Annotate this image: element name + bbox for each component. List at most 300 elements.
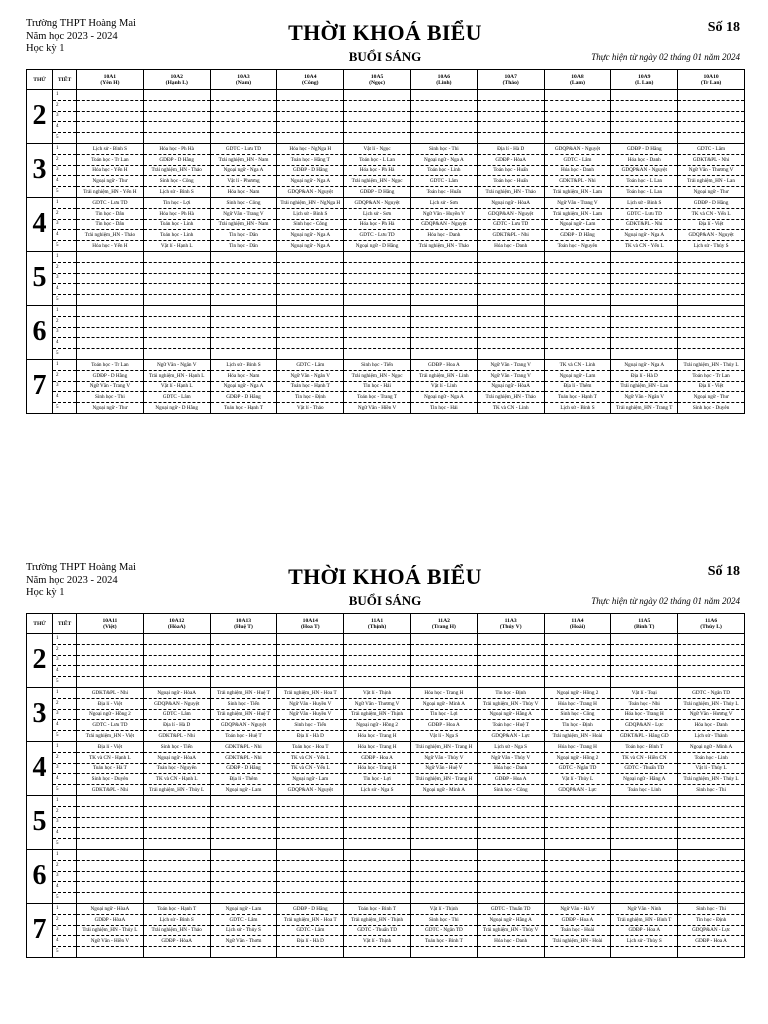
lesson-cell: Trải nghiệm_HN - Thảo: [143, 925, 210, 936]
lesson-cell: [410, 338, 477, 349]
period-number: 1: [53, 359, 77, 370]
lesson-cell: [277, 251, 344, 262]
homeroom-teacher: (HòaA): [167, 623, 186, 630]
table-row: [27, 327, 745, 338]
lesson-cell: Trải nghiệm_HN - Thủy L: [77, 925, 144, 936]
lesson-cell: Trải nghiệm_HN - Hoa T: [277, 687, 344, 698]
lesson-cell: [143, 305, 210, 316]
lesson-cell: Trải nghiệm_HN - Trang H: [410, 741, 477, 752]
lesson-cell: [678, 860, 745, 871]
lesson-cell: [544, 871, 611, 882]
lesson-cell: Ngoại ngữ - Minh A: [410, 785, 477, 796]
table-row: [27, 100, 745, 111]
lesson-cell: [611, 666, 678, 677]
lesson-cell: Hóa học - NgNga H: [277, 143, 344, 154]
lesson-cell: TK và CN - Hạnh L: [143, 774, 210, 785]
lesson-cell: [410, 849, 477, 860]
lesson-cell: [344, 947, 411, 958]
lesson-cell: Địa lí - Hà D: [277, 731, 344, 742]
lesson-cell: [410, 327, 477, 338]
day-label: 3: [27, 687, 53, 741]
table-row: [27, 882, 745, 893]
lesson-cell: Lịch sử - Thành: [678, 731, 745, 742]
table-row: [27, 251, 745, 262]
lesson-cell: GDTC - Lâm: [544, 154, 611, 165]
lesson-cell: Toán học - Tr Lan: [77, 154, 144, 165]
period-number: 1: [53, 849, 77, 860]
lesson-cell: Ngữ Văn - Huyền V: [277, 709, 344, 720]
period-number: 2: [53, 154, 77, 165]
lesson-cell: Ngoại ngữ - D Hằng: [143, 403, 210, 414]
lesson-cell: Trải nghiệm_HN - Ngọc: [344, 176, 411, 187]
table-row: [27, 122, 745, 133]
lesson-cell: [611, 122, 678, 133]
lesson-cell: Trải nghiệm_HN - Thảo: [143, 165, 210, 176]
lesson-cell: [678, 90, 745, 101]
lesson-cell: [210, 284, 277, 295]
lesson-cell: [410, 644, 477, 655]
lesson-cell: Trải nghiệm_HN - Thịnh: [344, 914, 411, 925]
period-number: 3: [53, 871, 77, 882]
lesson-cell: [544, 947, 611, 958]
lesson-cell: Trải nghiệm_HN - Thảo: [410, 241, 477, 252]
lesson-cell: [143, 316, 210, 327]
lesson-cell: Trải nghiệm_HN - Thủy V: [477, 925, 544, 936]
lesson-cell: Hóa học - Danh: [477, 241, 544, 252]
period-number: 5: [53, 839, 77, 850]
table-row: [27, 893, 745, 904]
lesson-cell: Tin học - Lợi: [143, 197, 210, 208]
lesson-cell: GDĐP - D Hằng: [678, 197, 745, 208]
homeroom-teacher: (Bình T): [634, 623, 655, 630]
table-row: [27, 785, 745, 796]
lesson-cell: [678, 349, 745, 360]
lesson-cell: [77, 634, 144, 645]
lesson-cell: [143, 133, 210, 144]
period-number: 5: [53, 731, 77, 742]
lesson-cell: [277, 871, 344, 882]
lesson-cell: [477, 251, 544, 262]
lesson-cell: Ngoại ngữ - Lam: [210, 785, 277, 796]
lesson-cell: [477, 795, 544, 806]
lesson-cell: Trải nghiệm_HN - Việt: [77, 731, 144, 742]
lesson-cell: Trải nghiệm_HN - Nam: [210, 154, 277, 165]
period-number: 2: [53, 100, 77, 111]
period-number: 4: [53, 392, 77, 403]
lesson-cell: Tin học - Định: [544, 720, 611, 731]
lesson-cell: [477, 338, 544, 349]
lesson-cell: Sinh học - Thi: [410, 143, 477, 154]
lesson-cell: [611, 849, 678, 860]
table-row: [27, 392, 745, 403]
class-header: [77, 614, 144, 634]
lesson-cell: [143, 111, 210, 122]
lesson-cell: Lịch sử - Sơn: [410, 197, 477, 208]
lesson-cell: [678, 947, 745, 958]
lesson-cell: [678, 338, 745, 349]
lesson-cell: [477, 849, 544, 860]
lesson-cell: [477, 644, 544, 655]
lesson-cell: [344, 893, 411, 904]
lesson-cell: [77, 817, 144, 828]
lesson-cell: [410, 882, 477, 893]
lesson-cell: [611, 677, 678, 688]
table-row: [27, 666, 745, 677]
lesson-cell: [344, 316, 411, 327]
lesson-cell: [544, 849, 611, 860]
lesson-cell: [678, 295, 745, 306]
class-name: 10A3: [237, 73, 250, 80]
lesson-cell: [544, 644, 611, 655]
lesson-cell: [544, 349, 611, 360]
lesson-cell: [277, 644, 344, 655]
lesson-cell: [678, 817, 745, 828]
lesson-cell: Vật lí - Hạnh L: [143, 381, 210, 392]
lesson-cell: GDĐP - Hoa A: [678, 936, 745, 947]
class-header: [410, 614, 477, 634]
lesson-cell: [77, 327, 144, 338]
lesson-cell: GDTC - Lưu TD: [344, 230, 411, 241]
lesson-cell: Sinh học - Công: [477, 785, 544, 796]
table-row: [27, 187, 745, 198]
lesson-cell: [678, 284, 745, 295]
lesson-cell: [210, 839, 277, 850]
lesson-cell: GDĐP - D Hằng: [210, 763, 277, 774]
lesson-cell: [210, 122, 277, 133]
period-number: 2: [53, 262, 77, 273]
lesson-cell: GDKT&PL - Nhi: [77, 785, 144, 796]
period-number: 1: [53, 687, 77, 698]
lesson-cell: Ngữ Văn - Ngân V: [143, 359, 210, 370]
lesson-cell: Toán học - Hạnh T: [277, 381, 344, 392]
lesson-cell: [210, 882, 277, 893]
period-number: 5: [53, 403, 77, 414]
lesson-cell: Toán học - Huấn: [410, 187, 477, 198]
lesson-cell: [143, 806, 210, 817]
lesson-cell: [277, 817, 344, 828]
day-label: 5: [27, 795, 53, 849]
lesson-cell: [77, 262, 144, 273]
lesson-cell: [344, 677, 411, 688]
lesson-cell: [678, 634, 745, 645]
lesson-cell: [544, 839, 611, 850]
lesson-cell: Lịch sử - Bình S: [77, 143, 144, 154]
class-header: [277, 614, 344, 634]
lesson-cell: Trải nghiệm_HN - Hoài: [544, 936, 611, 947]
table-row: [27, 849, 745, 860]
lesson-cell: Trải nghiệm_HN - Ngọc: [344, 370, 411, 381]
effective-date: Thực hiện từ ngày 02 tháng 01 năm 2024: [591, 52, 740, 62]
class-name: 10A1: [103, 73, 117, 80]
lesson-cell: Ngoại ngữ - Nga A: [277, 241, 344, 252]
lesson-cell: [678, 316, 745, 327]
lesson-cell: Hóa học - Trang H: [410, 687, 477, 698]
lesson-cell: [77, 795, 144, 806]
period-number: 1: [53, 143, 77, 154]
period-number: 4: [53, 230, 77, 241]
lesson-cell: [143, 634, 210, 645]
lesson-cell: [210, 90, 277, 101]
lesson-cell: Ngữ Văn - Thủy V: [477, 752, 544, 763]
lesson-cell: Địa lí - Việt: [678, 219, 745, 230]
lesson-cell: Trải nghiệm_HN - Huệ T: [210, 687, 277, 698]
lesson-cell: [344, 871, 411, 882]
lesson-cell: Toán học - Linh: [143, 230, 210, 241]
lesson-cell: GDĐP - Hoa A: [477, 774, 544, 785]
table-row: [27, 903, 745, 914]
lesson-cell: [611, 327, 678, 338]
table-row: [27, 359, 745, 370]
day-label: 2: [27, 90, 53, 144]
period-number: 2: [53, 370, 77, 381]
lesson-cell: [77, 860, 144, 871]
table-row: [27, 839, 745, 850]
class-header: [77, 70, 144, 90]
lesson-cell: Lịch sử - Bình S: [611, 197, 678, 208]
homeroom-teacher: (Hoài): [569, 623, 586, 630]
table-row: [27, 403, 745, 414]
lesson-cell: [77, 338, 144, 349]
lesson-cell: Tin học - Định: [277, 392, 344, 403]
lesson-cell: Ngoại ngữ - HòaA: [143, 687, 210, 698]
lesson-cell: [611, 655, 678, 666]
lesson-cell: [410, 111, 477, 122]
lesson-cell: [410, 349, 477, 360]
lesson-cell: [344, 666, 411, 677]
lesson-cell: Toán học - L Lan: [344, 154, 411, 165]
period-number: 4: [53, 122, 77, 133]
lesson-cell: [77, 947, 144, 958]
lesson-cell: [544, 295, 611, 306]
table-row: [27, 644, 745, 655]
lesson-cell: Ngoại ngữ - Hồng 2: [544, 752, 611, 763]
lesson-cell: [344, 90, 411, 101]
period-number: 1: [53, 305, 77, 316]
day-label: 6: [27, 849, 53, 903]
lesson-cell: [410, 90, 477, 101]
lesson-cell: Sinh học - Thi: [678, 785, 745, 796]
lesson-cell: [611, 860, 678, 871]
lesson-cell: [544, 893, 611, 904]
lesson-cell: [544, 111, 611, 122]
lesson-cell: [344, 338, 411, 349]
lesson-cell: Ngoại ngữ - Hồng 2: [544, 687, 611, 698]
lesson-cell: Toán học - Nhi: [611, 698, 678, 709]
effective-date: Thực hiện từ ngày 02 tháng 01 năm 2024: [591, 596, 740, 606]
lesson-cell: GDTC - Lưu TD: [611, 208, 678, 219]
day-label: 5: [27, 251, 53, 305]
lesson-cell: Trải nghiệm_HN - Hạnh L: [143, 370, 210, 381]
lesson-cell: Lịch sử - Thủy S: [611, 936, 678, 947]
lesson-cell: [210, 305, 277, 316]
period-number: 5: [53, 295, 77, 306]
lesson-cell: [477, 327, 544, 338]
period-number: 3: [53, 219, 77, 230]
lesson-cell: [678, 893, 745, 904]
lesson-cell: [344, 251, 411, 262]
lesson-cell: [277, 849, 344, 860]
lesson-cell: [611, 295, 678, 306]
lesson-cell: Ngữ Văn - Trang V: [477, 359, 544, 370]
lesson-cell: [344, 111, 411, 122]
lesson-cell: GDQP&AN - Nguyệt: [210, 720, 277, 731]
period-number: 3: [53, 273, 77, 284]
lesson-cell: Sinh học - Tiến: [344, 359, 411, 370]
lesson-cell: Vật lí - Thủy L: [678, 763, 745, 774]
lesson-cell: TK và CN - Yến L: [277, 763, 344, 774]
lesson-cell: Trải nghiệm_HN - Thảo: [77, 230, 144, 241]
lesson-cell: [544, 284, 611, 295]
class-header: [611, 70, 678, 90]
table-row: [27, 709, 745, 720]
lesson-cell: [277, 893, 344, 904]
lesson-cell: GDQP&AN - Lực: [678, 925, 745, 936]
lesson-cell: Toán học - Hạnh T: [544, 392, 611, 403]
lesson-cell: Ngoại ngữ - Thư: [678, 187, 745, 198]
lesson-cell: [77, 273, 144, 284]
lesson-cell: Địa lí - Hà D: [143, 720, 210, 731]
lesson-cell: Ngoại ngữ - HòaA: [143, 752, 210, 763]
table-row: [27, 828, 745, 839]
lesson-cell: Trải nghiệm_HN - Thủy L: [678, 774, 745, 785]
lesson-cell: GDKT&PL - Nhi: [210, 752, 277, 763]
lesson-cell: [210, 316, 277, 327]
lesson-cell: [477, 839, 544, 850]
homeroom-teacher: (Lam): [570, 79, 585, 86]
lesson-cell: [344, 817, 411, 828]
lesson-cell: Sinh học - Công: [143, 176, 210, 187]
lesson-cell: Toán học - Bình T: [344, 903, 411, 914]
lesson-cell: [143, 295, 210, 306]
lesson-cell: GDĐP - D Hằng: [143, 154, 210, 165]
lesson-cell: GDTC - Ngân TD: [544, 763, 611, 774]
lesson-cell: [611, 133, 678, 144]
lesson-cell: Ngữ Văn - Hiền V: [77, 936, 144, 947]
lesson-cell: [678, 100, 745, 111]
lesson-cell: Ngữ Văn - Trang V: [210, 208, 277, 219]
day-label: 7: [27, 903, 53, 957]
day-label: 6: [27, 305, 53, 359]
lesson-cell: [77, 284, 144, 295]
table-row: [27, 806, 745, 817]
lesson-cell: [344, 305, 411, 316]
lesson-cell: Toán học - Huệ T: [477, 720, 544, 731]
lesson-cell: Địa lí - Việt: [77, 698, 144, 709]
lesson-cell: [544, 316, 611, 327]
lesson-cell: Hóa học - Danh: [544, 165, 611, 176]
lesson-cell: GDTC - Lâm: [210, 914, 277, 925]
lesson-cell: [77, 882, 144, 893]
lesson-cell: [210, 893, 277, 904]
period-number: 4: [53, 666, 77, 677]
lesson-cell: Hóa học - Nam: [210, 370, 277, 381]
lesson-cell: Trải nghiệm_HN - Bình T: [611, 914, 678, 925]
lesson-cell: [210, 133, 277, 144]
lesson-cell: [344, 655, 411, 666]
lesson-cell: [544, 327, 611, 338]
lesson-cell: Ngữ Văn - Thương V: [678, 165, 745, 176]
class-name: 10A4: [304, 73, 317, 80]
lesson-cell: [410, 666, 477, 677]
table-row: [27, 655, 745, 666]
lesson-cell: Ngoại ngữ - Hồng 2: [344, 720, 411, 731]
table-row: [27, 230, 745, 241]
lesson-cell: [678, 666, 745, 677]
lesson-cell: Toán học - Tr Lan: [678, 370, 745, 381]
lesson-cell: Toán học - Huấn: [477, 176, 544, 187]
lesson-cell: GDKT&PL - Nhi: [143, 731, 210, 742]
lesson-cell: [611, 262, 678, 273]
period-number: 5: [53, 677, 77, 688]
class-name: 10A8: [571, 73, 584, 80]
lesson-cell: [410, 273, 477, 284]
lesson-cell: Trải nghiệm_HN - Thịnh: [344, 709, 411, 720]
lesson-cell: Lịch sử - Bình S: [143, 914, 210, 925]
table-row: [27, 860, 745, 871]
lesson-cell: [544, 273, 611, 284]
lesson-cell: Ngữ Văn - Huyền V: [277, 698, 344, 709]
lesson-cell: [277, 262, 344, 273]
lesson-cell: [477, 817, 544, 828]
lesson-cell: Trải nghiệm_HN - Thủy L: [143, 785, 210, 796]
lesson-cell: [277, 133, 344, 144]
lesson-cell: Ngoại ngữ - Nga A: [210, 165, 277, 176]
lesson-cell: Toán học - Hoa T: [277, 741, 344, 752]
school-name: Trường THPT Hoàng Mai: [26, 562, 136, 573]
lesson-cell: Tin học - Hải: [344, 381, 411, 392]
school-name: Trường THPT Hoàng Mai: [26, 18, 136, 29]
homeroom-teacher: (Việt): [103, 623, 117, 630]
semester: Học kỳ 1: [26, 43, 65, 54]
lesson-cell: Vật lí - Thịnh: [410, 903, 477, 914]
lesson-cell: [611, 273, 678, 284]
lesson-cell: [143, 817, 210, 828]
lesson-cell: GDĐP - Hoa A: [410, 720, 477, 731]
lesson-cell: Trải nghiệm_HN - Lan: [678, 176, 745, 187]
lesson-cell: GDKT&PL - Hằng GD: [611, 731, 678, 742]
lesson-cell: [410, 893, 477, 904]
lesson-cell: Sinh học - Công: [210, 197, 277, 208]
lesson-cell: [210, 273, 277, 284]
class-name: 11A3: [504, 617, 517, 624]
lesson-cell: [210, 806, 277, 817]
lesson-cell: [477, 677, 544, 688]
lesson-cell: Sinh học - Công: [277, 219, 344, 230]
lesson-cell: [210, 828, 277, 839]
lesson-cell: [143, 893, 210, 904]
period-number: 2: [53, 698, 77, 709]
period-number: 5: [53, 241, 77, 252]
lesson-cell: [544, 305, 611, 316]
lesson-cell: [210, 871, 277, 882]
lesson-cell: [611, 644, 678, 655]
lesson-cell: Vật lí - Phương: [210, 176, 277, 187]
lesson-cell: Tin học - Dân: [210, 230, 277, 241]
lesson-cell: [277, 100, 344, 111]
lesson-cell: GDQP&AN - Lực: [611, 720, 678, 731]
lesson-cell: Vật lí - Hạnh L: [143, 241, 210, 252]
header-row: [27, 614, 745, 634]
lesson-cell: [210, 262, 277, 273]
period-number: 3: [53, 925, 77, 936]
column-header-period: TIẾT: [53, 614, 77, 634]
homeroom-teacher: (Hoa T): [300, 623, 320, 630]
lesson-cell: [344, 100, 411, 111]
period-number: 4: [53, 284, 77, 295]
lesson-cell: [544, 882, 611, 893]
lesson-cell: Toán học - L Lan: [611, 187, 678, 198]
table-row: [27, 936, 745, 947]
